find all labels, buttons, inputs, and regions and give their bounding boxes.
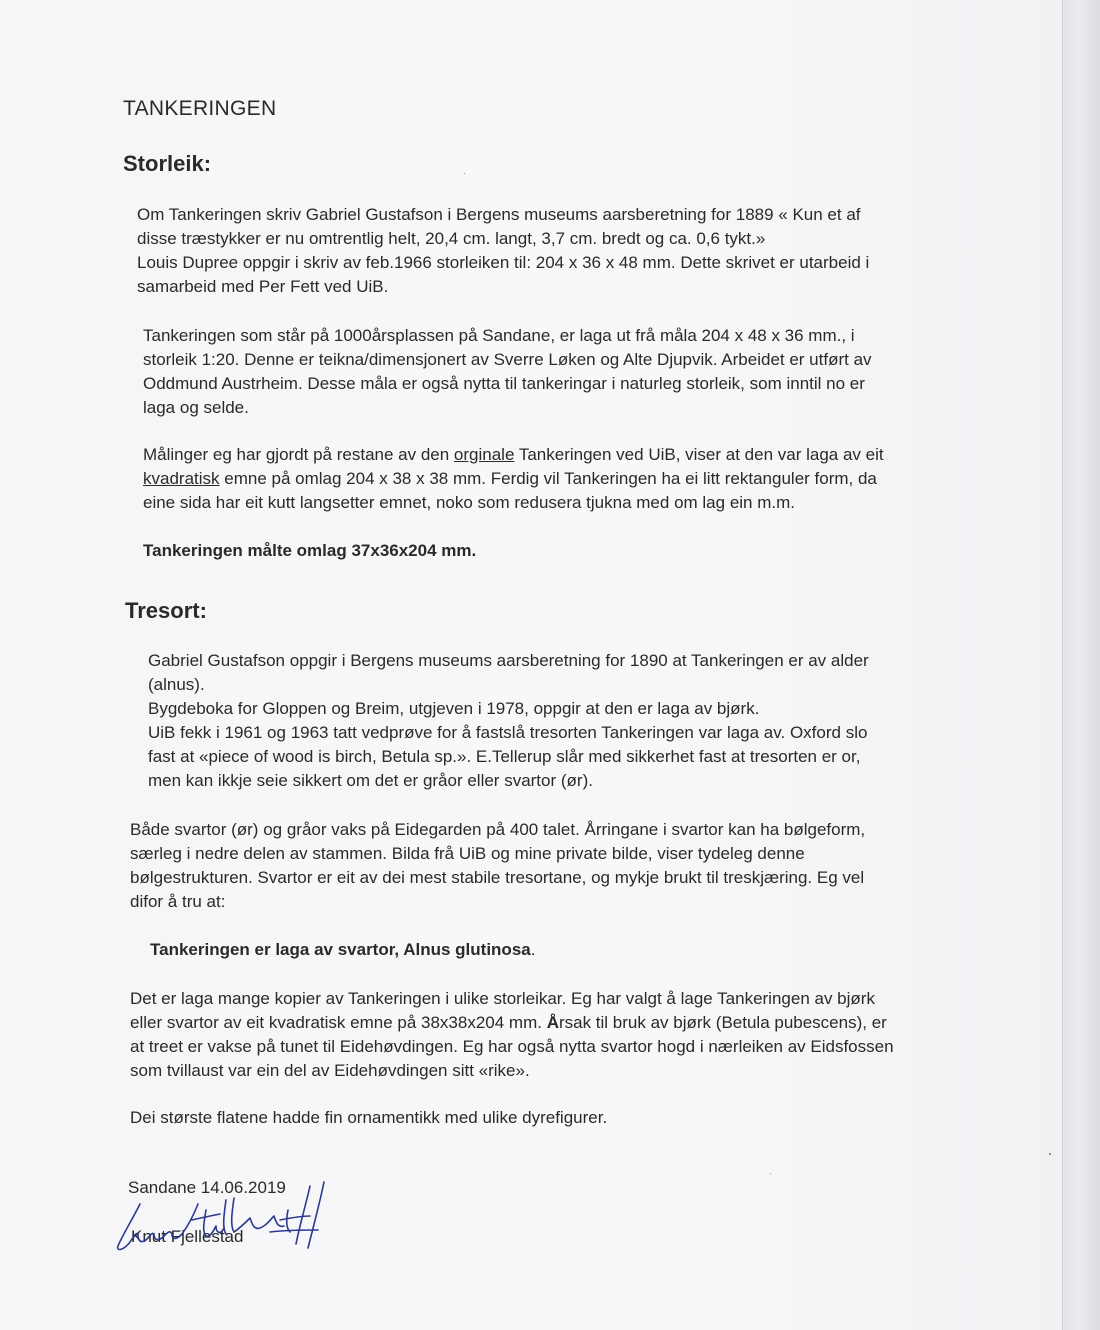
- paragraph-svartor-graaor: [130, 818, 865, 914]
- text-line: bølgestrukturen. Svartor er eit av dei mest stabile tresortane, og mykje brukt til treskjæring. Eg vel: [130, 868, 865, 887]
- underlined-word: orginale: [453, 445, 515, 464]
- conclusion: [150, 938, 535, 962]
- text-line: Både svartor (ør) og gråor vaks på Eidegarden på 400 talet. Årringane i svartor kan ha bølgeform,: [130, 820, 866, 839]
- text-line: difor å tru at:: [130, 892, 226, 911]
- signature-block: [110, 1170, 350, 1260]
- text-line: men kan ikkje seie sikkert om det er gråor eller svartor (ør).: [148, 771, 593, 790]
- text-line: at treet er vakse på tunet til Eidehøvdingen. Eg har også nytta svartor hogd i nærleiken av Eidsfossen: [130, 1037, 894, 1056]
- text-line: [130, 1011, 894, 1035]
- text-segment: emne på omlag 204 x 38 x 38 mm. Ferdig vil Tankeringen ha ei litt rektanguler form, da: [219, 469, 877, 488]
- text-segment: Tankeringen ved UiB, viser at den var laga av eit: [514, 445, 884, 464]
- text-line: Louis Dupree oppgir i skriv av feb.1966 storleiken til: 204 x 36 x 48 mm. Dette skrivet er utarbeid i: [137, 253, 870, 272]
- text-line: Oddmund Austrheim. Desse måla er også nytta til tankeringar i naturleg storleik, som inntil no er: [143, 374, 865, 393]
- text-line: Tankeringen som står på 1000årsplassen på Sandane, er laga ut frå måla 204 x 48 x 36 mm., i: [143, 326, 855, 345]
- paper-speck: [464, 173, 465, 174]
- section-heading-storleik: Storleik:: [123, 151, 212, 176]
- paragraph-1000arsplassen: [143, 324, 872, 420]
- text-line: samarbeid med Per Fett ved UiB.: [137, 277, 389, 296]
- text-segment: .: [530, 940, 536, 959]
- text-segment: rsak til bruk av bjørk (Betula pubescens), er: [558, 1013, 887, 1032]
- text-line: [143, 467, 884, 491]
- text-line: som tvillaust var ein del av Eidehøvdingen sitt «rike».: [130, 1061, 530, 1080]
- text-line: laga og selde.: [143, 398, 249, 417]
- paragraph-kopier: [130, 987, 894, 1083]
- text-line: Gabriel Gustafson oppgir i Bergens museums aarsberetning for 1890 at Tankeringen er av alder: [148, 651, 869, 670]
- text-line: storleik 1:20. Denne er teikna/dimensjonert av Sverre Løken og Alte Djupvik. Arbeidet er utført av: [143, 350, 872, 369]
- section-heading-tresort: Tresort:: [125, 598, 207, 623]
- paragraph-tresort-sources: [148, 649, 869, 793]
- text-line: (alnus).: [148, 675, 205, 694]
- paper-edge: [1062, 0, 1100, 1330]
- document-title: TANKERINGEN: [123, 97, 277, 120]
- handwritten-signature: [110, 1170, 350, 1260]
- text-segment: Målinger eg har gjordt på restane av den: [143, 445, 454, 464]
- text-line: Det er laga mange kopier av Tankeringen i ulike storleikar. Eg har valgt å lage Tankeringen av bjørk: [130, 989, 875, 1008]
- text-line: fast at «piece of wood is birch, Betula sp.». E.Tellerup slår med sikkerhet fast at tresorten er or,: [148, 747, 861, 766]
- measurement-result: Tankeringen målte omlag 37x36x204 mm.: [143, 541, 477, 560]
- text-line: disse træstykker er nu omtrentlig helt, 20,4 cm. langt, 3,7 cm. bredt og ca. 0,6 tykt.»: [137, 229, 766, 248]
- paragraph-malinger: [143, 443, 884, 515]
- underlined-word: kvadratisk: [143, 469, 220, 488]
- paper-speck: [1049, 1153, 1051, 1155]
- text-line: Om Tankeringen skriv Gabriel Gustafson i Bergens museums aarsberetning for 1889 « Kun et af: [137, 205, 861, 224]
- text-line: eine sida har eit kutt langsetter emnet, noko som redusera tjukna med om lag ein m.m.: [143, 493, 795, 512]
- signer-name: Knut Fjellestad: [131, 1227, 244, 1246]
- text-segment: eller svartor av eit kvadratisk emne på 38x38x204 mm.: [130, 1013, 547, 1032]
- conclusion-bold: Tankeringen er laga av svartor, Alnus glutinosa: [150, 940, 531, 959]
- paragraph-ornamentikk: Dei største flatene hadde fin ornamentikk med ulike dyrefigurer.: [130, 1108, 608, 1127]
- paper-speck: [770, 1173, 771, 1174]
- text-line: særleg i nedre delen av stammen. Bilda frå UiB og mine private bilde, viser tydeleg denne: [130, 844, 805, 863]
- paragraph-gustafson-1889: [137, 203, 869, 299]
- place-date: Sandane 14.06.2019: [128, 1178, 286, 1197]
- text-line: [143, 443, 884, 467]
- text-line: Bygdeboka for Gloppen og Breim, utgjeven i 1978, oppgir at den er laga av bjørk.: [148, 699, 760, 718]
- text-line: UiB fekk i 1961 og 1963 tatt vedprøve for å fastslå tresorten Tankeringen var laga av. Oxford slo: [148, 723, 868, 742]
- bold-letter: Å: [546, 1013, 559, 1032]
